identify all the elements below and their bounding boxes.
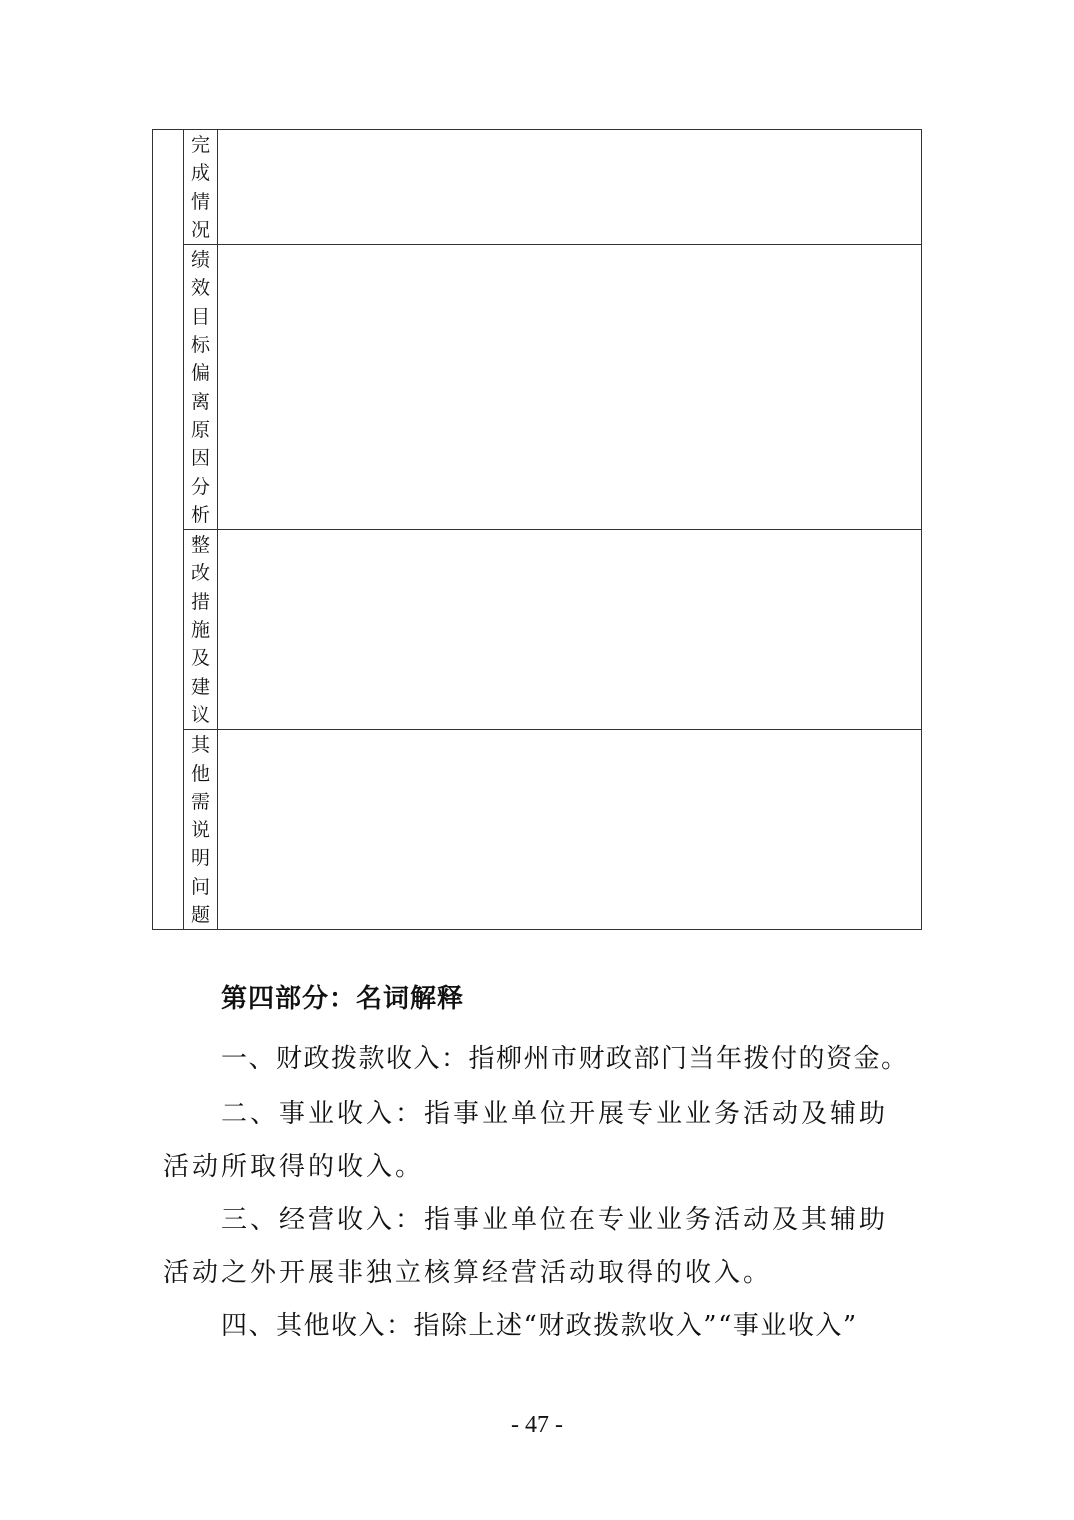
table-row: [153, 130, 922, 245]
glossary-paragraph-fiscal-appropriation: 一、财政拨款收入：指柳州市财政部门当年拨付的资金。: [221, 1044, 909, 1074]
page-number: - 47 -: [511, 1412, 563, 1438]
row-content-cell: [218, 130, 922, 245]
row-label-rectification: 整改措施及建议: [190, 534, 210, 726]
glossary-paragraph-operating-income: 三、经营收入：指事业单位在专业业务活动及其辅助活动之外开展非独立核算经营活动取得的收入。: [163, 1205, 889, 1288]
row-label-cell: [184, 730, 218, 930]
row-label-other-issues: 其他需说明问题: [190, 734, 210, 927]
glossary-paragraph-business-income: 二、事业收入：指事业单位开展专业业务活动及辅助活动所取得的收入。: [163, 1099, 889, 1182]
row-label-cell: [184, 130, 218, 245]
row-label-completion: 完成情况: [190, 134, 210, 241]
row-content-cell: [218, 530, 922, 730]
glossary-paragraph-other-income: 四、其他收入：指除上述“财政拨款收入”“事业收入”: [221, 1311, 858, 1341]
table-row: [153, 245, 922, 530]
row-label-cell: [184, 530, 218, 730]
performance-evaluation-table: [152, 129, 922, 930]
table-row: [153, 530, 922, 730]
row-content-cell: [218, 245, 922, 530]
row-content-cell: [218, 730, 922, 930]
row-label-deviation-analysis: 绩效目标偏离原因分析: [190, 249, 210, 526]
row-label-cell: [184, 245, 218, 530]
table-row: [153, 730, 922, 930]
merged-blank-cell: [153, 130, 184, 930]
section-heading: 第四部分：名词解释: [221, 984, 465, 1014]
